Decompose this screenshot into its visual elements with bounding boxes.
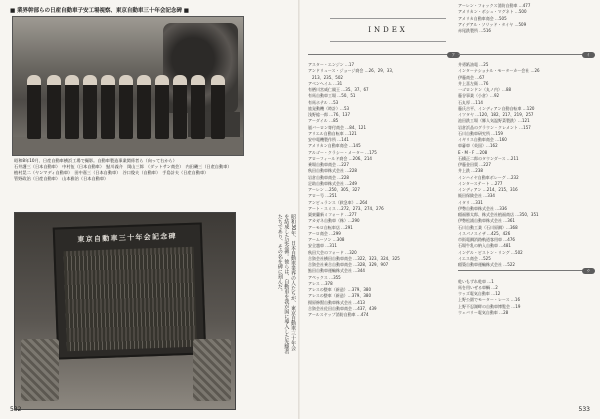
index-entry: 池田鉄工場（郷人気温野菜製鉄）…121 [458, 118, 530, 124]
index-entry: アームーソン …308 [308, 237, 345, 243]
index-entry: アレスの整車（新造）…379、380 [308, 293, 371, 299]
index-column-2-top [458, 3, 593, 34]
person-figure [211, 75, 225, 139]
index-entry: アイデアル・ソリッド・タイヤ …509 [458, 21, 527, 27]
index-entry: 赤尾鉄製所 …516 [458, 28, 491, 33]
index-entry: アーモロ自転車店 …291 [308, 224, 353, 230]
index-entry: 足助自動車株式会社 …249 [308, 180, 357, 186]
index-entry: アンドリュース・ジョージ商会 …26、29、33、 [308, 68, 396, 74]
index-entry: 旅発動機（時計）…53 [308, 105, 350, 111]
index-entry: イスパノスイザ …425、426 [458, 230, 511, 236]
index-entry: 安全越車 …311 [308, 243, 337, 249]
index-entry: アメリカ自動車商会 …505 [458, 15, 507, 21]
index-entry: 岩倉自動車商会 …228 [308, 174, 349, 180]
index-entry: 上野不忍湖畔の自動車博覧会 …19 [458, 303, 521, 309]
factory-visit-photo [12, 16, 244, 156]
stone-inscription-title: 東京自動車三十年会記念碑 [77, 232, 178, 244]
index-entry: 嵐バーロン寄付商会 …84、121 [308, 124, 366, 130]
index-entry: 伊勢松浦自動車株式会社 …361 [458, 218, 515, 224]
index-entry: アベンヘイム …31 [308, 80, 343, 86]
index-section-header [308, 54, 458, 61]
memorial-stone-photo [14, 212, 236, 410]
index-entry: 伊勢自動車株式会社 …336 [458, 205, 507, 211]
index-entry: イギリス自動車商会 …160 [458, 137, 507, 143]
index-entry: 藤氏吉平、インディアン自動自転車 …120 [458, 105, 535, 111]
index-entry: 合資会社佐田自動車商会 …437、439 [308, 305, 377, 311]
index-entry: 石橋正二郎のタウンダース …211 [458, 155, 519, 161]
person-figure [47, 75, 61, 139]
person-figure [101, 75, 115, 139]
index-entry: 稲築自動車運輸株式会社 …522 [458, 262, 515, 268]
index-entry: 石場牛乳の納入自動車 …481 [458, 243, 511, 249]
index-entry: 上野公園でモーター・レース …16 [458, 297, 521, 303]
index-entry: アレスの整車（新造）…379、380 [308, 287, 371, 293]
index-entry: ウッズ電気自動車 …12 [458, 291, 501, 297]
index-entry: 石川自動工業（石川原鋼）…368 [458, 224, 518, 230]
stone-pedestal-right [193, 339, 231, 401]
index-heading: INDEX [330, 18, 446, 42]
index-entry: 秋田大会のフォード …320 [308, 249, 357, 255]
index-entry: 伊藤金田貫 …227 [458, 162, 491, 168]
index-entry: アスター・エンジン …17 [308, 62, 355, 68]
index-entry: 安中電機製作所 …141 [308, 137, 349, 143]
person-figure [173, 75, 187, 139]
right-page [300, 0, 600, 419]
index-entry: アーレン …250、305、327 [308, 187, 360, 193]
stone-pedestal-left [21, 339, 59, 401]
index-entry: 伊藤商会 …67 [458, 74, 485, 80]
index-entry: 岩倉浜品のグラウン・クレメント …157 [458, 124, 531, 130]
index-entry: 井勇紙油電 …25 [458, 62, 489, 68]
index-entry: インゲル・ビストン・リング …502 [458, 249, 523, 255]
index-entry: インターステート …277 [458, 180, 503, 186]
index-entry: 井上鉄 …238 [458, 168, 483, 174]
person-figure [191, 75, 205, 139]
photo1-caption: 昭和8年10月、日産自動車横浜工場で撮影。自動車製造事業関係者ら（向って右から） 石井護三（日本自動車） 中村伍（日本自動車） 鮎川義介 岡山三郎 （ダットサン商会） 内田磯三（日産自動車） 植村晃二（ヤンマディ自動車） 田中嘉三（日本自動車） 谷口俊夫（自動車） 手島計夫（日産自動車） 管野政治（日産自動車） 山本雅治（日本自動車） [14, 158, 232, 181]
index-entry: 栗東蘭新ミフォード …277 [308, 212, 357, 218]
index-entry: 鮎田自動車運輸株式会社 …344 [308, 268, 365, 274]
index-entry: 石丸厚 …114 [458, 99, 483, 105]
person-figure [65, 75, 79, 139]
photo2-caption: 昭和30年、日本自動車業界の人たちが、東京自動車三十年会を結成した記念碑。彼らは、自動車を我が国に導入した先駆者たちであり、その名を碑に刻んだ。 [276, 214, 296, 354]
index-entry: アーダイル …85 [308, 118, 339, 124]
memorial-stone [53, 222, 207, 359]
photo-header-caption: ■ 業界幹部らの日産自動車子安工場視察、東京自動車三十年会記念碑 ■ [10, 8, 189, 14]
index-section-header [458, 270, 593, 277]
index-section-label: ア [447, 52, 461, 58]
index-entry: インターナショナル・モーターカー会社 …26 [458, 68, 540, 74]
index-entry: 有馬自動車工場 …50、51 [308, 93, 356, 99]
person-figure [137, 75, 151, 139]
index-entry: 稲福勝太郎、株式会社植福商店 …350、351 [458, 212, 539, 218]
index-entry: ウェバリー電気自動車 …28 [458, 309, 509, 315]
page-number-right: 533 [578, 406, 590, 413]
index-entry: 浅野総一郎 …76、137 [308, 112, 350, 118]
index-entry: アルゴー・クラシー・メーター …175 [308, 149, 377, 155]
index-entry: 車審車（英国）…162 [458, 143, 498, 149]
index-entry: アメリカン・ボシュ・マグネト …500 [458, 9, 527, 15]
index-entry: イツタヤ …120、182、217、219、257 [458, 112, 534, 118]
index-entry: 馬を用いぜる車輌 …2 [458, 284, 498, 290]
index-entry: アート・スミス …272、273、274、276 [308, 205, 384, 211]
index-column-1 [308, 52, 458, 318]
index-entry: アカガネ自動車（株）…290 [308, 218, 360, 224]
index-section-label: ウ [582, 268, 596, 274]
page-number-left: 532 [10, 406, 22, 413]
index-entry: イタリ …331 [458, 199, 483, 205]
index-entry: 市街電鋼消路軌道客用車 …476 [458, 237, 515, 243]
index-entry: アロー号 …251 [308, 193, 337, 199]
index-entry: 揚原修賢自動車株式会社 …413 [308, 299, 365, 305]
index-entry: 乗場自動車商会 …227 [308, 162, 349, 168]
index-entry: アレス …378 [308, 280, 333, 286]
index-entry: 有栖川宮威仁親王 …35、37、67 [308, 87, 369, 93]
index-entry: 藤谷事業（小倉）…92 [458, 93, 500, 99]
index-entry: 飯田保険会社 …334 [458, 193, 495, 199]
person-figure [83, 75, 97, 139]
index-entry: 秋田自動車株式会社 …228 [308, 168, 357, 174]
index-column-2 [458, 52, 593, 316]
index-section-label: イ [582, 52, 596, 58]
index-entry: 石川自動車研究所 …159 [458, 130, 503, 136]
index-section-header [458, 54, 593, 61]
index-entry: インディアン …214、215、316 [458, 187, 518, 193]
index-entry: アリエル自動自転車 …121 [308, 130, 357, 136]
index-entry: 井上喜左衛 …76 [458, 80, 489, 86]
person-figure [155, 75, 169, 139]
person-figure [27, 75, 41, 139]
index-entry: 合資会社横田自動車商会 …322、323、324、325 [308, 255, 400, 261]
index-entry: 合資会社乗合自動車商会 …328、329、907 [308, 262, 389, 268]
index-entry: アーロ商会 …299 [308, 230, 341, 236]
index-entry: インハイヤ自動車ボレーグ …232 [458, 174, 519, 180]
index-entry: アーレン・フォックス消防自動車 …477 [458, 3, 531, 8]
index-entry: 乾いもずれ乾車 …1 [458, 278, 494, 284]
index-entry: アールスヤップ消防自動車 …474 [308, 312, 369, 318]
index-entry: アンビュランス（救急車）…264 [308, 199, 368, 205]
index-entry: 一ゴロンドン（丸ノ内）…88 [458, 87, 512, 93]
index-entry: アメリカン自動車商会 …145 [308, 143, 361, 149]
index-entry: E・M・F …208 [458, 149, 488, 155]
person-figure [119, 75, 133, 139]
index-entry: イエス商会 …525 [458, 255, 491, 261]
index-entry: アペックス …355 [308, 274, 341, 280]
index-entry: 213、235、502 [308, 74, 343, 80]
index-entry: アローフィールド商会 …206、214 [308, 155, 372, 161]
index-entry: 有馬ホテル …53 [308, 99, 339, 105]
